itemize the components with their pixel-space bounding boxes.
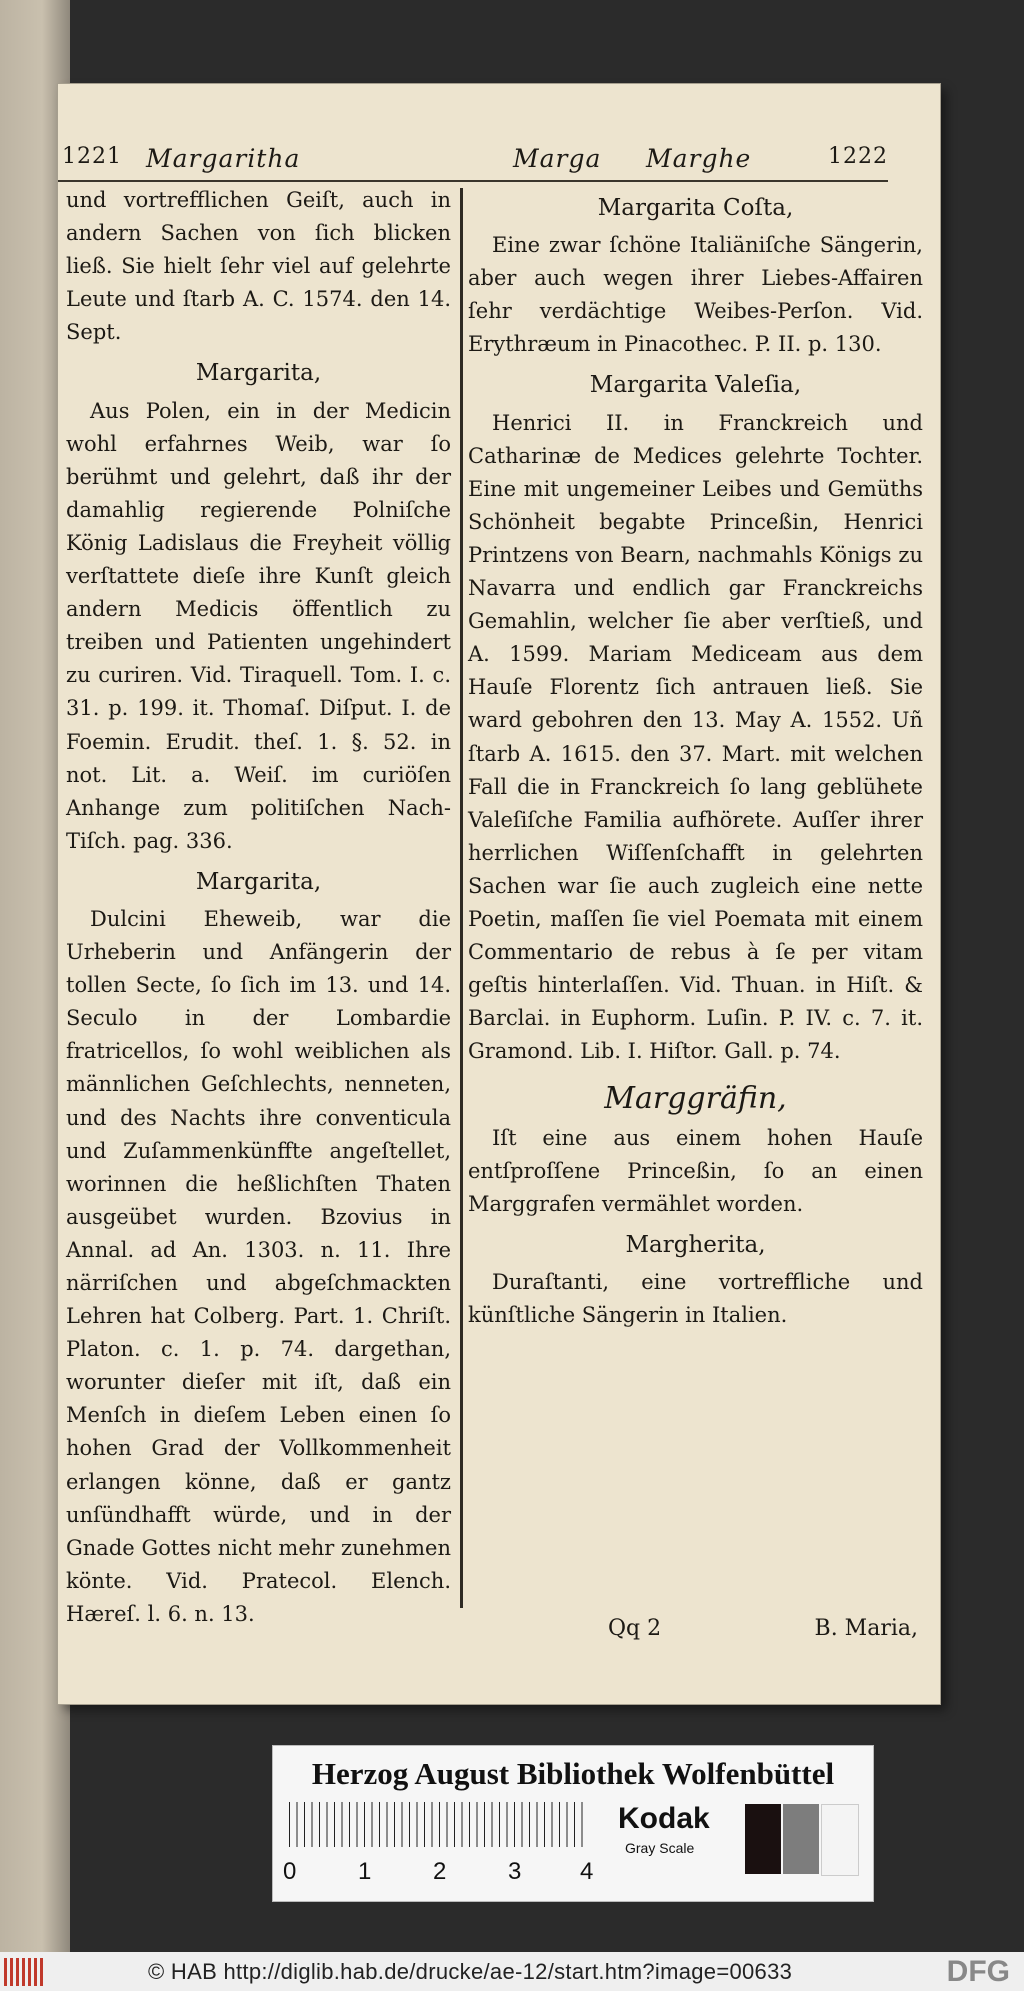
ruler-number: 0	[283, 1858, 297, 1885]
entry-heading: Margarita Coſta,	[597, 195, 794, 221]
entry-heading: Margarita Valeſia,	[589, 372, 802, 399]
page-header	[58, 138, 940, 178]
entry-text: Aus Polen, ein in der Medicin wohl erfahrnes Weib, war ſo berühmt und gelehrt, daß ihr der damahlig regierende Polniſche König Ladislaus die Freyheit völlig verſtattete dieſe ihre Kunſt gleich andern Medicis öffentlich zu treiben und Patienten ungehindert zu curiren. Vid. Tiraquell. Tom. I. c. 31. p. 199. it. Thomaſ. Diſput. I. de Foemin. Erudit. theſ. 1. §. 52. in not. Lit. a. Weiſ. im curiöſen Anhange zum politiſchen Nach-Tiſch. pag. 336.	[66, 398, 451, 853]
signature-mark: Qq 2	[608, 1616, 662, 1641]
right-column	[468, 184, 923, 1332]
left-column	[66, 184, 451, 1631]
gray-scale-label: Gray Scale	[625, 1840, 695, 1856]
right-running-title-2: Marghe	[646, 144, 752, 173]
hab-barcode-icon	[4, 1958, 44, 1986]
left-running-title: Margaritha	[146, 144, 301, 173]
dfg-logo: DFG	[946, 1955, 1010, 1988]
gray-patch-dark	[745, 1804, 781, 1874]
right-page-number: 1222	[828, 144, 888, 169]
right-running-title-1: Marga	[513, 144, 602, 173]
color-target-card	[272, 1745, 874, 1902]
entry-heading: Margarita,	[195, 360, 322, 387]
entry-text: und vortrefflichen Geiſt, auch in andern Sachen von ſich blicken ließ. Sie hielt ſehr viel auf gelehrte Leute und ſtarb A. C. 1574. den 14. Sept.	[66, 188, 451, 345]
entry-text: Duraſtanti, eine vortreffliche und künſtliche Sängerin in Italien.	[468, 1269, 923, 1327]
header-rule	[58, 180, 888, 182]
column-divider	[460, 188, 463, 1608]
entry-text: Dulcini Eheweib, war die Urheberin und Anfängerin der tollen Secte, ſo ſich im 13. und 14. Seculo in der Lombardie fratricellos, ſo wohl weiblichen als männlichen Geſchlechts, nenneten, und des Nachts ihre conventicula und Zuſammenkünffte angeſtellet, worinnen die heßlichſten Thaten ausgeübet wurden. Bzovius in Annal. ad An. 1303. n. 11. Ihre närriſchen und abgeſchmackten Lehren hat Colberg. Part. 1. Chriſt. Platon. c. 1. p. 74. dargethan, worunter dieſer mit iſt, daß ein Menſch in dieſem Leben einen ſo hohen Grad der Vollkommenheit erlangen könne, daß er gantz unſündhafft würde, und in der Gnade Gottes nicht mehr zunehmen könte. Vid. Pratecol. Elench. Hæreſ. l. 6. n. 13.	[66, 906, 451, 1626]
gray-patch-light	[821, 1804, 859, 1876]
entry-text: Eine zwar ſchöne Italiäniſche Sängerin, aber auch wegen ihrer Liebes-Affairen ſehr verdächtige Weibes-Perſon. Vid. Erythræum in Pinacothec. P. II. p. 130.	[468, 233, 923, 357]
entry-text: Iſt eine aus einem hohen Hauſe entſproſſene Princeßin, ſo an einen Marggrafen vermählet worden.	[468, 1125, 923, 1216]
library-name: Herzog August Bibliothek Wolfenbüttel	[311, 1756, 835, 1791]
ruler-number: 4	[580, 1858, 594, 1885]
viewer-footer-bar	[0, 1952, 1024, 1991]
ruler-number: 3	[508, 1858, 522, 1885]
entry-heading: Margherita,	[625, 1231, 766, 1258]
entry-heading: Marggräfin,	[604, 1081, 787, 1117]
book-page	[58, 84, 940, 1704]
catchword: B. Maria,	[814, 1616, 918, 1641]
gray-patch-mid	[783, 1804, 819, 1874]
scale-ruler	[289, 1802, 589, 1858]
left-page-number: 1221	[62, 144, 122, 169]
entry-text: Henrici II. in Franckreich und Catharinæ de Medices gelehrte Tochter. Eine mit ungemeiner Leibes und Gemüths Schönheit begabte Princeßin, Henrici Printzens von Bearn, nachmahls Königs zu Navarra und endlich gar Franckreichs Gemahlin, welcher ſie aber verſtieß, und A. 1599. Mariam Mediceam aus dem Hauſe Florentz ſich antrauen ließ. Sie ward gebohren den 13. May A. 1552. Uñ ſtarb A. 1615. den 37. Mart. mit welchen Fall die in Franckreich ſo lang geblühete Valeſiſche Familia aufhörete. Auſſer ihrer herrlichen Wiſſenſchafft in gelehrten Sachen war ſie auch zugleich eine nette Poetin, maſſen ſie viel Poemata mit einem Commentario de rebus à ſe per vitam geſtis hinterlaſſen. Vid. Thuan. in Hiſt. & Barclai. in Euphorm. Luſin. P. IV. c. 7. it. Gramond. Lib. I. Hiſtor. Gall. p. 74.	[468, 410, 923, 1064]
entry-heading: Margarita,	[195, 868, 322, 895]
credit-link[interactable]: © HAB http://diglib.hab.de/drucke/ae-12/start.htm?image=00633	[148, 1959, 793, 1984]
ruler-number: 2	[433, 1858, 447, 1885]
ruler-number: 1	[358, 1858, 372, 1885]
kodak-logo: Kodak	[618, 1802, 710, 1835]
